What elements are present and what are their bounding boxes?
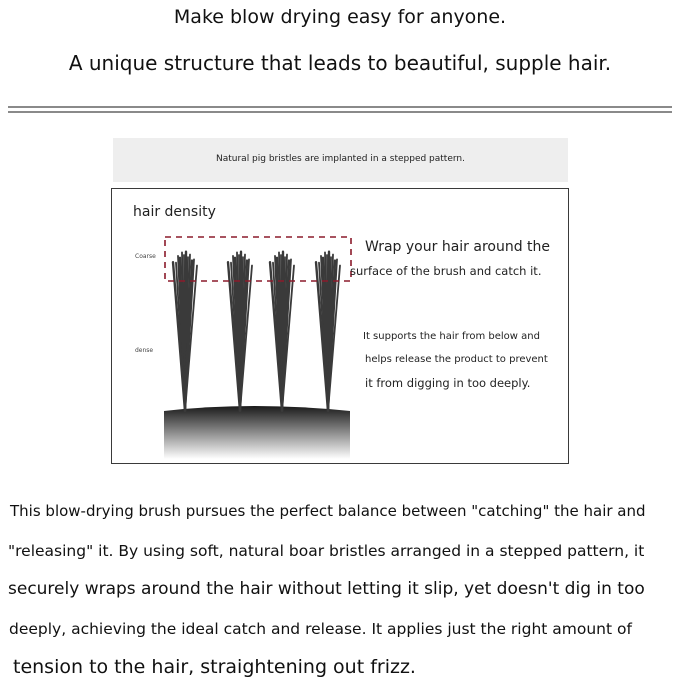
- bristle-diagram-panel: [111, 188, 569, 464]
- density-label-dense: dense: [135, 347, 154, 354]
- callout-wrap-line-1: Wrap your hair around the: [365, 239, 551, 255]
- brush-base: [164, 406, 350, 459]
- diagram-title: hair density: [133, 204, 216, 220]
- description-line-3: securely wraps around the hair without letting it slip, yet doesn't dig in too: [8, 579, 645, 599]
- bristle-illustration: [112, 189, 568, 463]
- description-line-1: This blow-drying brush pursues the perfect balance between "catching" the hair and: [10, 502, 646, 520]
- description-line-2: "releasing" it. By using soft, natural boar bristles arranged in a stepped pattern, it: [8, 542, 645, 560]
- callout-support-line-1: It supports the hair from below and: [363, 331, 540, 342]
- density-label-coarse: Coarse: [135, 253, 156, 260]
- figure-caption-banner: [113, 138, 568, 182]
- divider-bottom: [8, 111, 672, 113]
- callout-support-line-3: it from digging in too deeply.: [365, 376, 531, 390]
- divider-top: [8, 106, 672, 108]
- callout-wrap-line-2: surface of the brush and catch it.: [350, 264, 542, 278]
- headline-secondary: A unique structure that leads to beautiful, supple hair.: [68, 51, 612, 75]
- description-line-5: tension to the hair, straightening out frizz.: [13, 656, 416, 678]
- bristle-tufts: [173, 252, 340, 411]
- figure-caption: Natural pig bristles are implanted in a stepped pattern.: [216, 154, 465, 164]
- description-line-4: deeply, achieving the ideal catch and release. It applies just the right amount of: [9, 620, 632, 638]
- callout-support-line-2: helps release the product to prevent: [365, 354, 548, 365]
- headline-primary: Make blow drying easy for anyone.: [173, 6, 507, 28]
